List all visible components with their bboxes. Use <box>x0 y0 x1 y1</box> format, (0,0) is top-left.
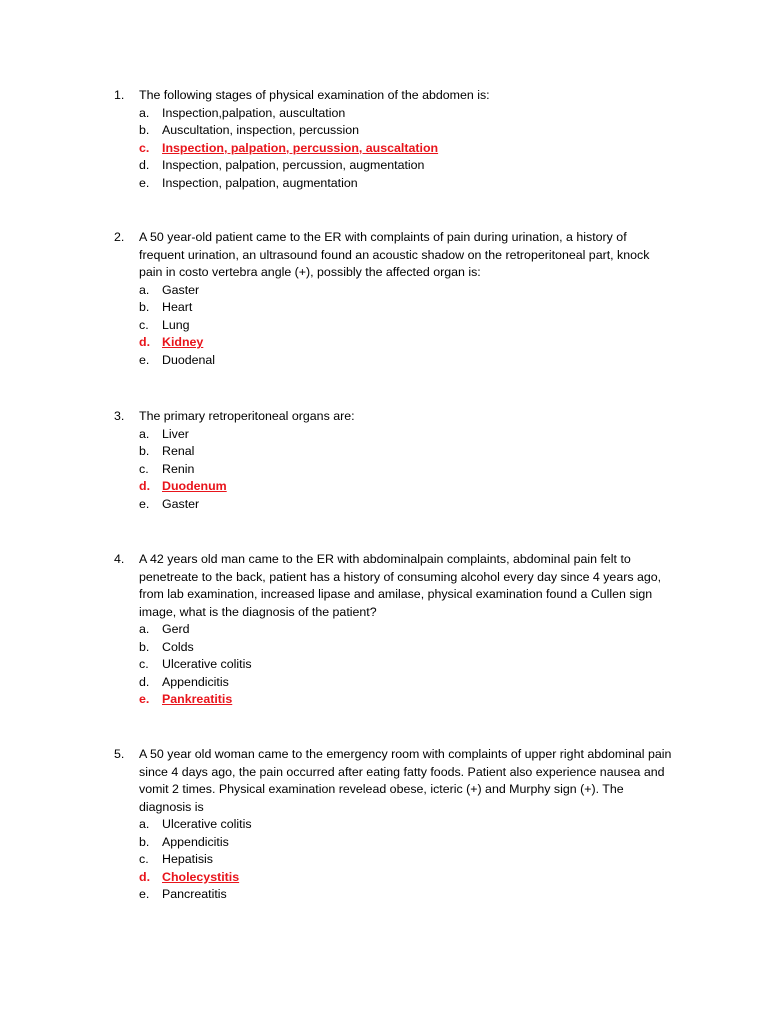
option-text: Gerd <box>162 622 190 636</box>
question-text: A 50 year old woman came to the emergency room with complaints of upper right abdominal pain since 4 days ago, the pain occurred after eating fatty foods. Patient also experience nausea and vomit 2 times. Physical examination revelead obese, icteric (+) and Murphy sign (+). The diagnosis is <box>139 747 672 814</box>
question-5 <box>114 746 674 904</box>
option-letter: b. <box>139 639 150 654</box>
option-a <box>114 282 674 300</box>
option-letter: b. <box>139 123 150 138</box>
option-text: Lung <box>162 317 190 332</box>
question-number: 5. <box>114 747 125 761</box>
question-stem <box>114 408 674 426</box>
option-letter: e. <box>139 496 150 511</box>
option-text: Pancreatitis <box>162 887 227 902</box>
option-b <box>114 834 674 852</box>
option-letter: a. <box>139 105 150 120</box>
question-stem <box>114 87 674 105</box>
option-text: Auscultation, inspection, percussion <box>162 123 359 138</box>
option-d-correct-answer <box>114 334 674 352</box>
option-text: Liver <box>162 426 189 441</box>
option-c <box>114 656 674 674</box>
option-list <box>114 816 674 904</box>
option-text: Gaster <box>162 282 200 297</box>
option-letter: c. <box>139 140 150 155</box>
option-a <box>114 105 674 123</box>
option-b <box>114 639 674 657</box>
option-letter: e. <box>139 887 150 902</box>
option-letter: b. <box>139 444 150 459</box>
option-a <box>114 426 674 444</box>
question-1 <box>114 87 674 192</box>
option-c <box>114 851 674 869</box>
option-letter: d. <box>139 674 150 689</box>
option-list <box>114 282 674 370</box>
option-e <box>114 352 674 370</box>
question-4 <box>114 551 674 709</box>
option-text: Inspection, palpation, augmentation <box>162 175 358 190</box>
option-letter: c. <box>139 461 149 476</box>
option-e <box>114 175 674 193</box>
option-c <box>114 461 674 479</box>
option-letter: d. <box>139 869 151 884</box>
option-letter: b. <box>139 834 150 849</box>
question-text: The primary retroperitoneal organs are: <box>139 409 355 423</box>
option-letter: e. <box>139 692 150 707</box>
question-number: 4. <box>114 552 125 566</box>
option-b <box>114 122 674 140</box>
option-text: Inspection, palpation, percussion, auscaltation <box>162 140 439 155</box>
question-number: 3. <box>114 409 125 423</box>
option-letter: d. <box>139 335 151 350</box>
question-3 <box>114 408 674 513</box>
option-letter: e. <box>139 352 150 367</box>
question-stem <box>114 551 674 621</box>
option-text: Kidney <box>162 335 204 350</box>
option-list <box>114 426 674 514</box>
option-text: Appendicitis <box>162 834 229 849</box>
option-text: Heart <box>162 300 193 315</box>
question-text: The following stages of physical examination of the abdomen is: <box>139 88 490 102</box>
option-letter: c. <box>139 317 149 332</box>
option-text: Inspection,palpation, auscultation <box>162 105 346 120</box>
option-text: Duodenal <box>162 352 216 367</box>
question-text: A 42 years old man came to the ER with abdominalpain complaints, abdominal pain felt to penetreate to the back, patient has a history of consuming alcohol every day since 4 years ago, from lab examination, increased lipase and amilase, physical examination found a Cullen sign image, what is the diagnosis of the patient? <box>139 552 662 619</box>
option-b <box>114 443 674 461</box>
option-text: Colds <box>162 639 194 654</box>
option-e <box>114 886 674 904</box>
option-c-correct-answer <box>114 140 674 158</box>
option-text: Renin <box>162 461 195 476</box>
option-e <box>114 496 674 514</box>
option-c <box>114 317 674 335</box>
option-d-correct-answer <box>114 869 674 887</box>
option-letter: d. <box>139 158 150 173</box>
option-e-correct-answer <box>114 691 674 709</box>
option-letter: d. <box>139 479 151 494</box>
option-a <box>114 816 674 834</box>
option-text: Hepatisis <box>162 852 213 867</box>
option-text: Cholecystitis <box>162 869 240 884</box>
option-text: Inspection, palpation, percussion, augmentation <box>162 158 425 173</box>
option-letter: a. <box>139 426 150 441</box>
option-text: Pankreatitis <box>162 692 233 707</box>
option-text: Renal <box>162 444 195 459</box>
option-b <box>114 299 674 317</box>
question-text: A 50 year-old patient came to the ER with complaints of pain during urination, a history of frequent urination, an ultrasound found an acoustic shadow on the retroperitoneal part, knock pain in costo vertebra angle (+), possibly the affected organ is: <box>139 230 650 279</box>
option-d <box>114 157 674 175</box>
question-number: 2. <box>114 230 125 244</box>
option-letter: a. <box>139 282 150 297</box>
option-letter: c. <box>139 657 149 672</box>
option-text: Ulcerative colitis <box>162 817 252 831</box>
option-list <box>114 105 674 193</box>
question-stem <box>114 746 674 816</box>
option-letter: a. <box>139 817 150 831</box>
question-number: 1. <box>114 88 125 102</box>
option-list <box>114 621 674 709</box>
option-letter: e. <box>139 175 150 190</box>
option-d-correct-answer <box>114 478 674 496</box>
option-text: Ulcerative colitis <box>162 657 252 672</box>
question-2 <box>114 229 674 369</box>
option-a <box>114 621 674 639</box>
option-letter: b. <box>139 300 150 315</box>
question-stem <box>114 229 674 282</box>
option-text: Gaster <box>162 496 200 511</box>
option-letter: c. <box>139 852 149 867</box>
option-text: Duodenum <box>162 479 227 494</box>
option-d <box>114 674 674 692</box>
option-text: Appendicitis <box>162 674 229 689</box>
option-letter: a. <box>139 622 150 636</box>
